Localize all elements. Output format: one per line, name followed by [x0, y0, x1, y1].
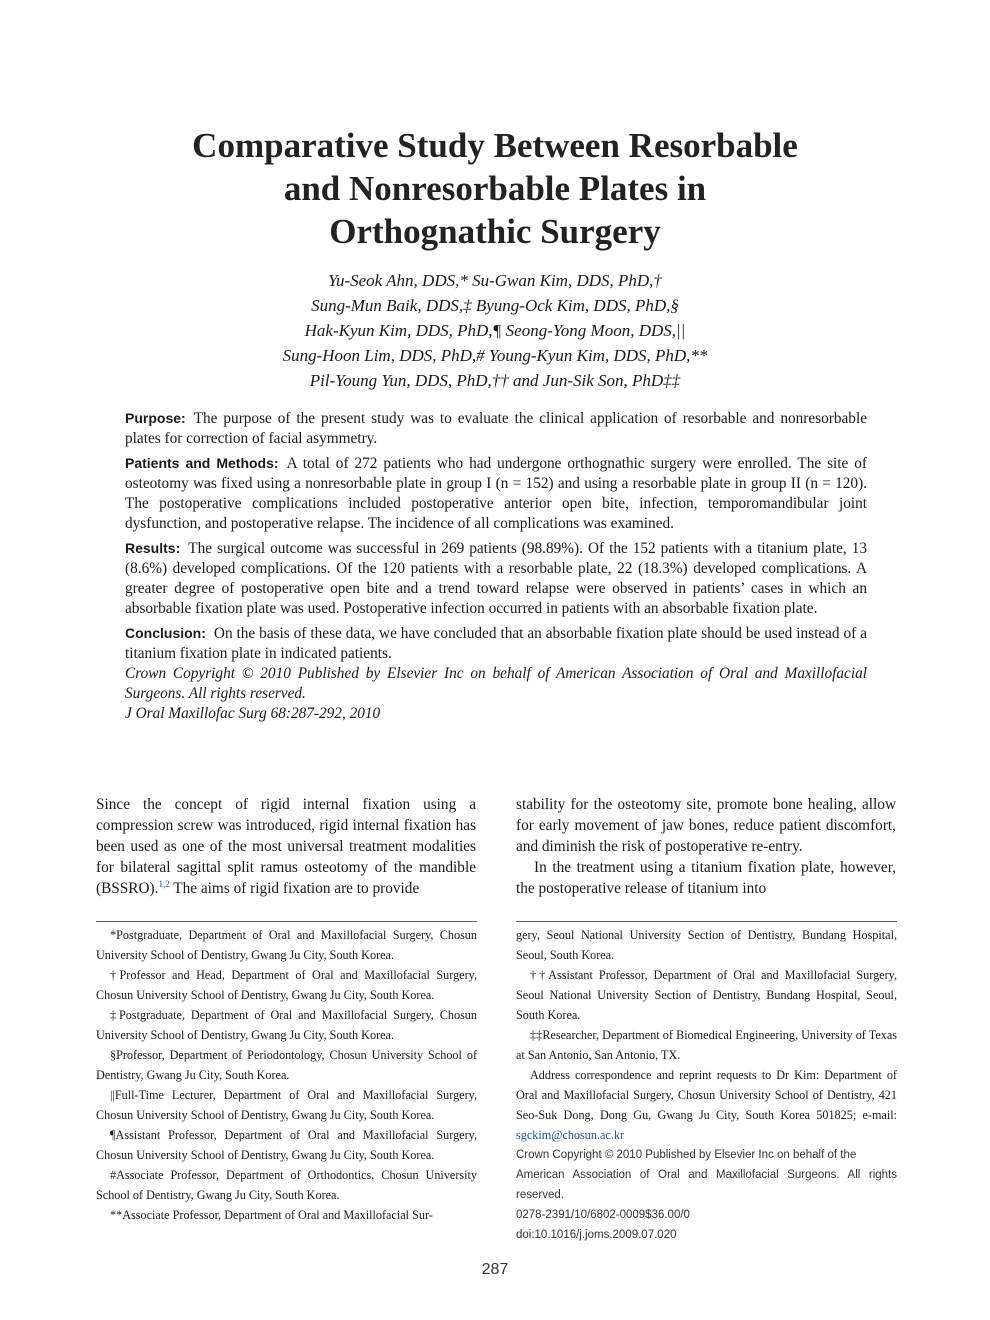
footnote-divider-left: [96, 921, 477, 922]
doi-line[interactable]: doi:10.1016/j.joms.2009.07.020: [516, 1229, 677, 1241]
affiliation-footnote: ||Full-Time Lecturer, Department of Oral and Maxillofacial Surgery, Chosun University School of Dentistry, Gwang Ju City, South Korea.: [96, 1088, 477, 1122]
author-list: [120, 268, 870, 393]
page-number: 287: [481, 1261, 509, 1278]
affiliation-footnote: *Postgraduate, Department of Oral and Maxillofacial Surgery, Chosun University School of Dentistry, Gwang Ju City, South Korea.: [96, 928, 477, 962]
affiliation-footnote: ††Assistant Professor, Department of Oral and Maxillofacial Surgery, Seoul National University Section of Dentistry, Bundang Hospital, Seoul, South Korea.: [516, 968, 897, 1022]
author-line: Sung-Mun Baik, DDS,‡ Byung-Ock Kim, DDS, PhD,§: [311, 296, 679, 315]
footnotes-left: [96, 925, 477, 1225]
purpose-label: Purpose:: [125, 410, 186, 426]
abstract-purpose: [125, 408, 867, 449]
results-label: Results:: [125, 540, 181, 556]
conclusion-text: On the basis of these data, we have concluded that an absorbable fixation plate should be used instead of a titanium fixation plate in indicated patients.: [125, 625, 867, 662]
body-paragraph: stability for the osteotomy site, promote bone healing, allow for early movement of jaw bones, reduce patient discomfort, and diminish the risk of postoperative re-entry.: [516, 796, 896, 855]
abstract-methods: [125, 453, 867, 534]
abstract-conclusion: [125, 623, 867, 664]
body-column-left: [96, 794, 476, 899]
title-line-3: Orthognathic Surgery: [329, 212, 661, 251]
author-line: Yu-Seok Ahn, DDS,* Su-Gwan Kim, DDS, PhD,†: [328, 271, 662, 290]
author-line: Sung-Hoon Lim, DDS, PhD,# Young-Kyun Kim, DDS, PhD,**: [282, 346, 708, 365]
title-line-1: Comparative Study Between Resorbable: [192, 126, 798, 165]
copyright-line-2: American Association of Oral and Maxillofacial Surgeons. All rights reserved.: [516, 1169, 897, 1201]
affiliation-footnote: ‡‡Researcher, Department of Biomedical Engineering, University of Texas at San Antonio, San Antonio, TX.: [516, 1028, 897, 1062]
affiliation-footnote: ‡Postgraduate, Department of Oral and Maxillofacial Surgery, Chosun University School of Dentistry, Gwang Ju City, South Korea.: [96, 1008, 477, 1042]
abstract-copyright: [125, 664, 867, 724]
copyright-text: Crown Copyright © 2010 Published by Elsevier Inc on behalf of American Association of Oral and Maxillofacial Surgeons. All rights reserved.: [125, 665, 867, 702]
author-line: Hak-Kyun Kim, DDS, PhD,¶ Seong-Yong Moon, DDS,||: [304, 321, 686, 340]
affiliation-footnote: §Professor, Department of Periodontology, Chosun University School of Dentistry, Gwang Ju City, South Korea.: [96, 1048, 477, 1082]
correspondence-footnote: [516, 1065, 897, 1145]
body-paragraph: [96, 794, 476, 899]
footnote-divider-right: [516, 921, 897, 922]
body-paragraph: In the treatment using a titanium fixation plate, however, the postoperative release of titanium into: [516, 859, 896, 897]
conclusion-label: Conclusion:: [125, 625, 206, 641]
journal-citation: J Oral Maxillofac Surg 68:287-292, 2010: [125, 705, 381, 722]
methods-label: Patients and Methods:: [125, 455, 279, 471]
copyright-line-1: Crown Copyright © 2010 Published by Elsevier Inc on behalf of the: [516, 1149, 857, 1161]
body-column-right: [516, 794, 896, 899]
correspondence-text: Address correspondence and reprint requests to Dr Kim: Department of Oral and Maxillofacial Surgery, Chosun University School of Dentistry, 421 Seo-Suk Dong, Dong Gu, Gwang Ju City, South Korea 501825; e-mail:: [516, 1068, 897, 1122]
article-title: [100, 124, 890, 253]
abstract-results: [125, 538, 867, 619]
email-link[interactable]: sgckim@chosun.ac.kr: [516, 1128, 625, 1142]
affiliation-footnote: ¶Assistant Professor, Department of Oral and Maxillofacial Surgery, Chosun University School of Dentistry, Gwang Ju City, South Korea.: [96, 1128, 477, 1162]
affiliation-footnote: **Associate Professor, Department of Oral and Maxillofacial Sur-: [110, 1208, 433, 1222]
affiliation-footnote: #Associate Professor, Department of Orthodontics, Chosun University School of Dentistry, Gwang Ju City, South Korea.: [96, 1168, 477, 1202]
affiliation-footnote-continued: gery, Seoul National University Section of Dentistry, Bundang Hospital, Seoul, South Korea.: [516, 928, 897, 962]
footnotes-right: [516, 925, 897, 1245]
citation-ref-link[interactable]: 1,2: [158, 878, 170, 889]
abstract: [125, 408, 867, 724]
body-text: Since the concept of rigid internal fixation using a compression screw was introduced, rigid internal fixation has been used as one of the most universal treatment modalities for bilateral sagittal split ramus osteotomy of the mandible (BSSRO).: [96, 796, 476, 897]
body-text-tail: The aims of rigid fixation are to provide: [169, 880, 420, 897]
results-text: The surgical outcome was successful in 269 patients (98.89%). Of the 152 patients with a titanium plate, 13 (8.6%) developed complications. Of the 120 patients with a resorbable plate, 22 (18.3%) developed complications. A greater degree of postoperative open bite and a trend toward relapse were observed in patients’ cases in which an absorbable fixation plate was used. Postoperative infection occurred in patients with an absorbable fixation plate.: [125, 540, 867, 617]
affiliation-footnote: †Professor and Head, Department of Oral and Maxillofacial Surgery, Chosun University School of Dentistry, Gwang Ju City, South Korea.: [96, 968, 477, 1002]
title-line-2: and Nonresorbable Plates in: [283, 169, 707, 208]
issn-line: 0278-2391/10/6802-0009$36.00/0: [516, 1209, 690, 1221]
purpose-text: The purpose of the present study was to evaluate the clinical application of resorbable and nonresorbable plates for correction of facial asymmetry.: [125, 410, 867, 447]
methods-text: A total of 272 patients who had undergone orthognathic surgery were enrolled. The site of osteotomy was fixed using a nonresorbable plate in group I (n = 152) and using a resorbable plate in group II (n = 120). The postoperative complications included postoperative anterior open bite, infection, temporomandibular joint dysfunction, and postoperative relapse. The incidence of all complications was examined.: [125, 455, 867, 532]
author-line: Pil-Young Yun, DDS, PhD,†† and Jun-Sik Son, PhD‡‡: [309, 371, 681, 390]
